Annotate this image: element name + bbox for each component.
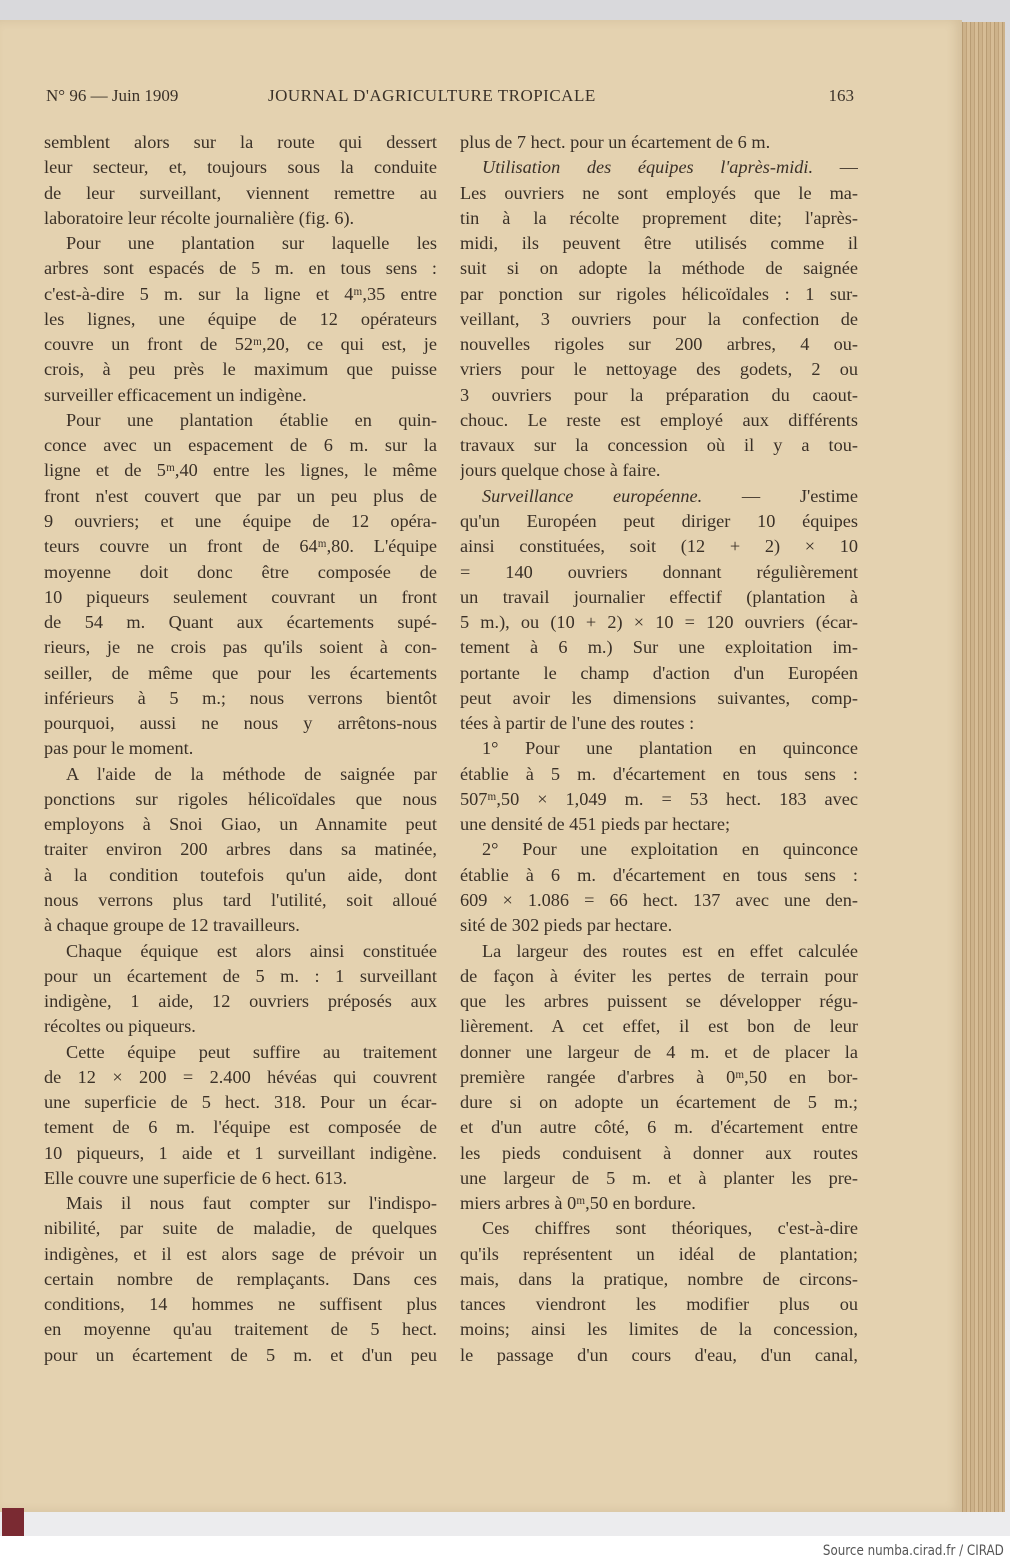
text-line: plus de 7 hect. pour un écartement de 6 m. [460,132,771,152]
text-line: Elle couvre une superficie de 6 hect. 613. [44,1167,348,1188]
text-line: couvre un front de 52ᵐ,20, ce qui est, je [44,334,437,355]
text-line: vriers pour le nettoyage des godets, 2 ou [460,359,858,380]
text-line [460,155,858,180]
paragraph [44,130,437,231]
issue-date: N° 96 — Juin 1909 [46,86,179,105]
text-line: tances viendront les modifier plus ou [460,1294,858,1315]
text-line: récoltes ou piqueurs. [44,1016,196,1037]
text-line: pour un écartement de 5 m. : 1 surveillant [44,965,437,986]
paragraph [460,1216,858,1368]
text-line: lièrement. A cet effet, il est bon de leur [460,1016,858,1037]
text-line: sité de 302 pieds par hectare. [460,915,673,936]
text-run: — J'estime [702,485,858,506]
text-line: établie à 6 m. d'écartement en tous sens : [460,864,858,885]
text-line: Pour une plantation sur laquelle les [66,233,437,254]
text-line: front n'est couvert que par un peu plus de [44,485,437,506]
text-line: Pour une plantation établie en quin- [66,409,437,430]
text-line: 10 piqueurs, 1 aide et 1 surveillant indigène. [44,1142,437,1163]
text-line: 5 m.), ou (10 + 2) × 10 = 120 ouvriers (écar- [460,612,858,633]
text-line: indigène, 1 aide, 12 ouvriers préposés aux [44,991,437,1012]
paragraph [460,130,858,155]
paragraph [44,408,437,762]
text-line: teurs couvre un front de 64ᵐ,80. L'équipe [44,536,437,557]
text-line: un travail journalier effectif (plantation à [460,586,858,607]
text-line: veillant, 3 ouvriers pour la confection de [460,308,858,329]
text-line: que les arbres puissent se développer régu- [460,991,858,1012]
text-line: première rangée d'arbres à 0ᵐ,50 en bor- [460,1066,858,1087]
text-line: employons à Snoi Giao, un Annamite peut [44,814,437,835]
text-line: tin à la récolte proprement dite; l'après- [460,207,858,228]
text-line: Ces chiffres sont théoriques, c'est-à-dire [482,1218,858,1239]
text-line: de 54 m. Quant aux écartements supé- [44,612,437,633]
text-line: tées à partir de l'une des routes : [460,713,695,734]
text-line: 609 × 1.086 = 66 hect. 137 avec une den- [460,889,858,910]
text-line: les lignes, une équipe de 12 opérateurs [44,308,437,329]
page-number: 163 [828,86,854,105]
text-run: — [813,157,858,178]
binding-strip [2,1508,24,1536]
text-line: Cette équipe peut suffire au traitement [66,1041,437,1062]
text-line: surveiller efficacement un indigène. [44,384,307,405]
text-line: portante le champ d'action d'un Européen [460,662,858,683]
text-line: chouc. Le reste est employé aux différents [460,409,858,430]
text-line: La largeur des routes est en effet calculée [482,940,858,961]
text-line: qu'ils représentent un idéal de plantation; [460,1243,858,1264]
text-line: une largeur de 5 m. et à planter les pre- [460,1167,858,1188]
text-line: pas pour le moment. [44,738,194,759]
text-line: ligne et de 5ᵐ,40 entre les lignes, le même [44,460,437,481]
text-line: conditions, 14 hommes ne suffisent plus [44,1294,437,1315]
text-line: et d'un autre côté, 6 m. d'écartement entre [460,1117,858,1138]
text-line: par ponction sur rigoles hélicoïdales : 1 sur- [460,283,858,304]
italic-heading: Surveillance européenne. [482,485,703,506]
text-line: leur secteur, et, toujours sous la conduite [44,157,437,178]
text-line: certain nombre de remplaçants. Dans ces [44,1268,437,1289]
text-line: 10 piqueurs seulement couvrant un front [44,586,437,607]
text-line: dure si on adopte un écartement de 5 m.; [460,1092,858,1113]
paragraph [44,762,437,939]
text-line: une densité de 451 pieds par hectare; [460,814,731,835]
text-line: seiller, de même que pour les écartements [44,662,437,683]
text-line: travaux sur la concession où il y a tou- [460,435,858,456]
running-header [46,86,858,110]
text-line: midi, ils peuvent être utilisés comme il [460,233,858,254]
text-line: arbres sont espacés de 5 m. en tous sens : [44,258,437,279]
text-line: tement de 6 m. l'équipe est composée de [44,1117,437,1138]
text-line: établie à 5 m. d'écartement en tous sens : [460,763,858,784]
text-line: moins; ainsi les limites de la concession, [460,1319,858,1340]
text-line: indigènes, et il est alors sage de prévoir un [44,1243,437,1264]
text-line: Les ouvriers ne sont employés que le ma- [460,182,858,203]
text-line: à chaque groupe de 12 travailleurs. [44,915,300,936]
text-line: = 140 ouvriers donnant régulièrement [460,561,858,582]
text-line: 1° Pour une plantation en quinconce [482,738,858,759]
paragraph [460,484,858,737]
text-column-right [460,130,858,1368]
text-line: crois, à peu près le maximum que puisse [44,359,437,380]
text-column-left [44,130,437,1368]
paragraph [44,231,437,408]
paragraph [460,837,858,938]
page-edges [955,22,1005,1512]
text-line: les pieds conduisent à donner aux routes [460,1142,858,1163]
text-line: 3 ouvriers pour la préparation du caout- [460,384,858,405]
text-line: jours quelque chose à faire. [460,460,661,481]
text-line: ponctions sur rigoles hélicoïdales que nous [44,788,437,809]
text-line: nouvelles rigoles sur 200 arbres, 4 ou- [460,334,858,355]
source-credit: Source numba.cirad.fr / CIRAD [823,1543,1004,1559]
text-line: Chaque équique est alors ainsi constituée [66,940,437,961]
text-line: tement à 6 m.) Sur une exploitation im- [460,637,858,658]
text-line: traiter environ 200 arbres dans sa matinée, [44,839,437,860]
text-line: donner une largeur de 4 m. et de placer la [460,1041,858,1062]
text-line: rieurs, je ne crois pas qu'ils soient à con- [44,637,437,658]
text-line: de 12 × 200 = 2.400 hévéas qui couvrent [44,1066,437,1087]
text-line: nibilité, par suite de maladie, de quelques [44,1218,437,1239]
text-line: miers arbres à 0ᵐ,50 en bordure. [460,1193,696,1214]
paragraph [44,939,437,1040]
paragraph [44,1040,437,1192]
text-line: ainsi constituées, soit (12 + 2) × 10 [460,536,858,557]
text-line: 9 ouvriers; et une équipe de 12 opéra- [44,510,437,531]
text-line: à la condition toutefois qu'un aide, dont [44,864,437,885]
text-line: inférieurs à 5 m.; nous verrons bientôt [44,687,437,708]
text-line: c'est-à-dire 5 m. sur la ligne et 4ᵐ,35 entre [44,283,437,304]
text-line: A l'aide de la méthode de saignée par [66,763,437,784]
text-line [460,484,858,509]
text-line: semblent alors sur la route qui dessert [44,132,437,152]
text-line: Mais il nous faut compter sur l'indispo- [66,1193,437,1214]
journal-title: JOURNAL D'AGRICULTURE TROPICALE [268,86,596,105]
paragraph [460,939,858,1217]
text-line: qu'un Européen peut diriger 10 équipes [460,510,858,531]
text-line: de leur surveillant, viennent remettre au [44,182,437,203]
italic-heading: Utilisation des équipes l'après-midi. [482,157,814,178]
text-line: peut avoir les dimensions suivantes, comp- [460,687,858,708]
text-line: suit si on adopte la méthode de saignée [460,258,858,279]
paragraph [460,155,858,483]
paragraph [44,1191,437,1368]
text-line: le passage d'un cours d'eau, d'un canal, [460,1344,858,1365]
text-line: moyenne doit donc être composée de [44,561,437,582]
text-line: laboratoire leur récolte journalière (fig. 6). [44,207,355,228]
text-line: de façon à éviter les pertes de terrain pour [460,965,858,986]
paragraph [460,736,858,837]
text-line: une superficie de 5 hect. 318. Pour un écar- [44,1092,437,1113]
text-line: pourquoi, aussi ne nous y arrêtons-nous [44,713,437,734]
text-line: nous verrons plus tard l'utilité, soit alloué [44,889,437,910]
text-line: 2° Pour une exploitation en quinconce [482,839,858,860]
text-line: 507ᵐ,50 × 1,049 m. = 53 hect. 183 avec [460,788,858,809]
text-line: mais, dans la pratique, nombre de circons- [460,1268,858,1289]
text-line: en moyenne qu'au traitement de 5 hect. [44,1319,437,1340]
text-line: pour un écartement de 5 m. et d'un peu [44,1344,437,1365]
text-line: conce avec un espacement de 6 m. sur la [44,435,437,456]
